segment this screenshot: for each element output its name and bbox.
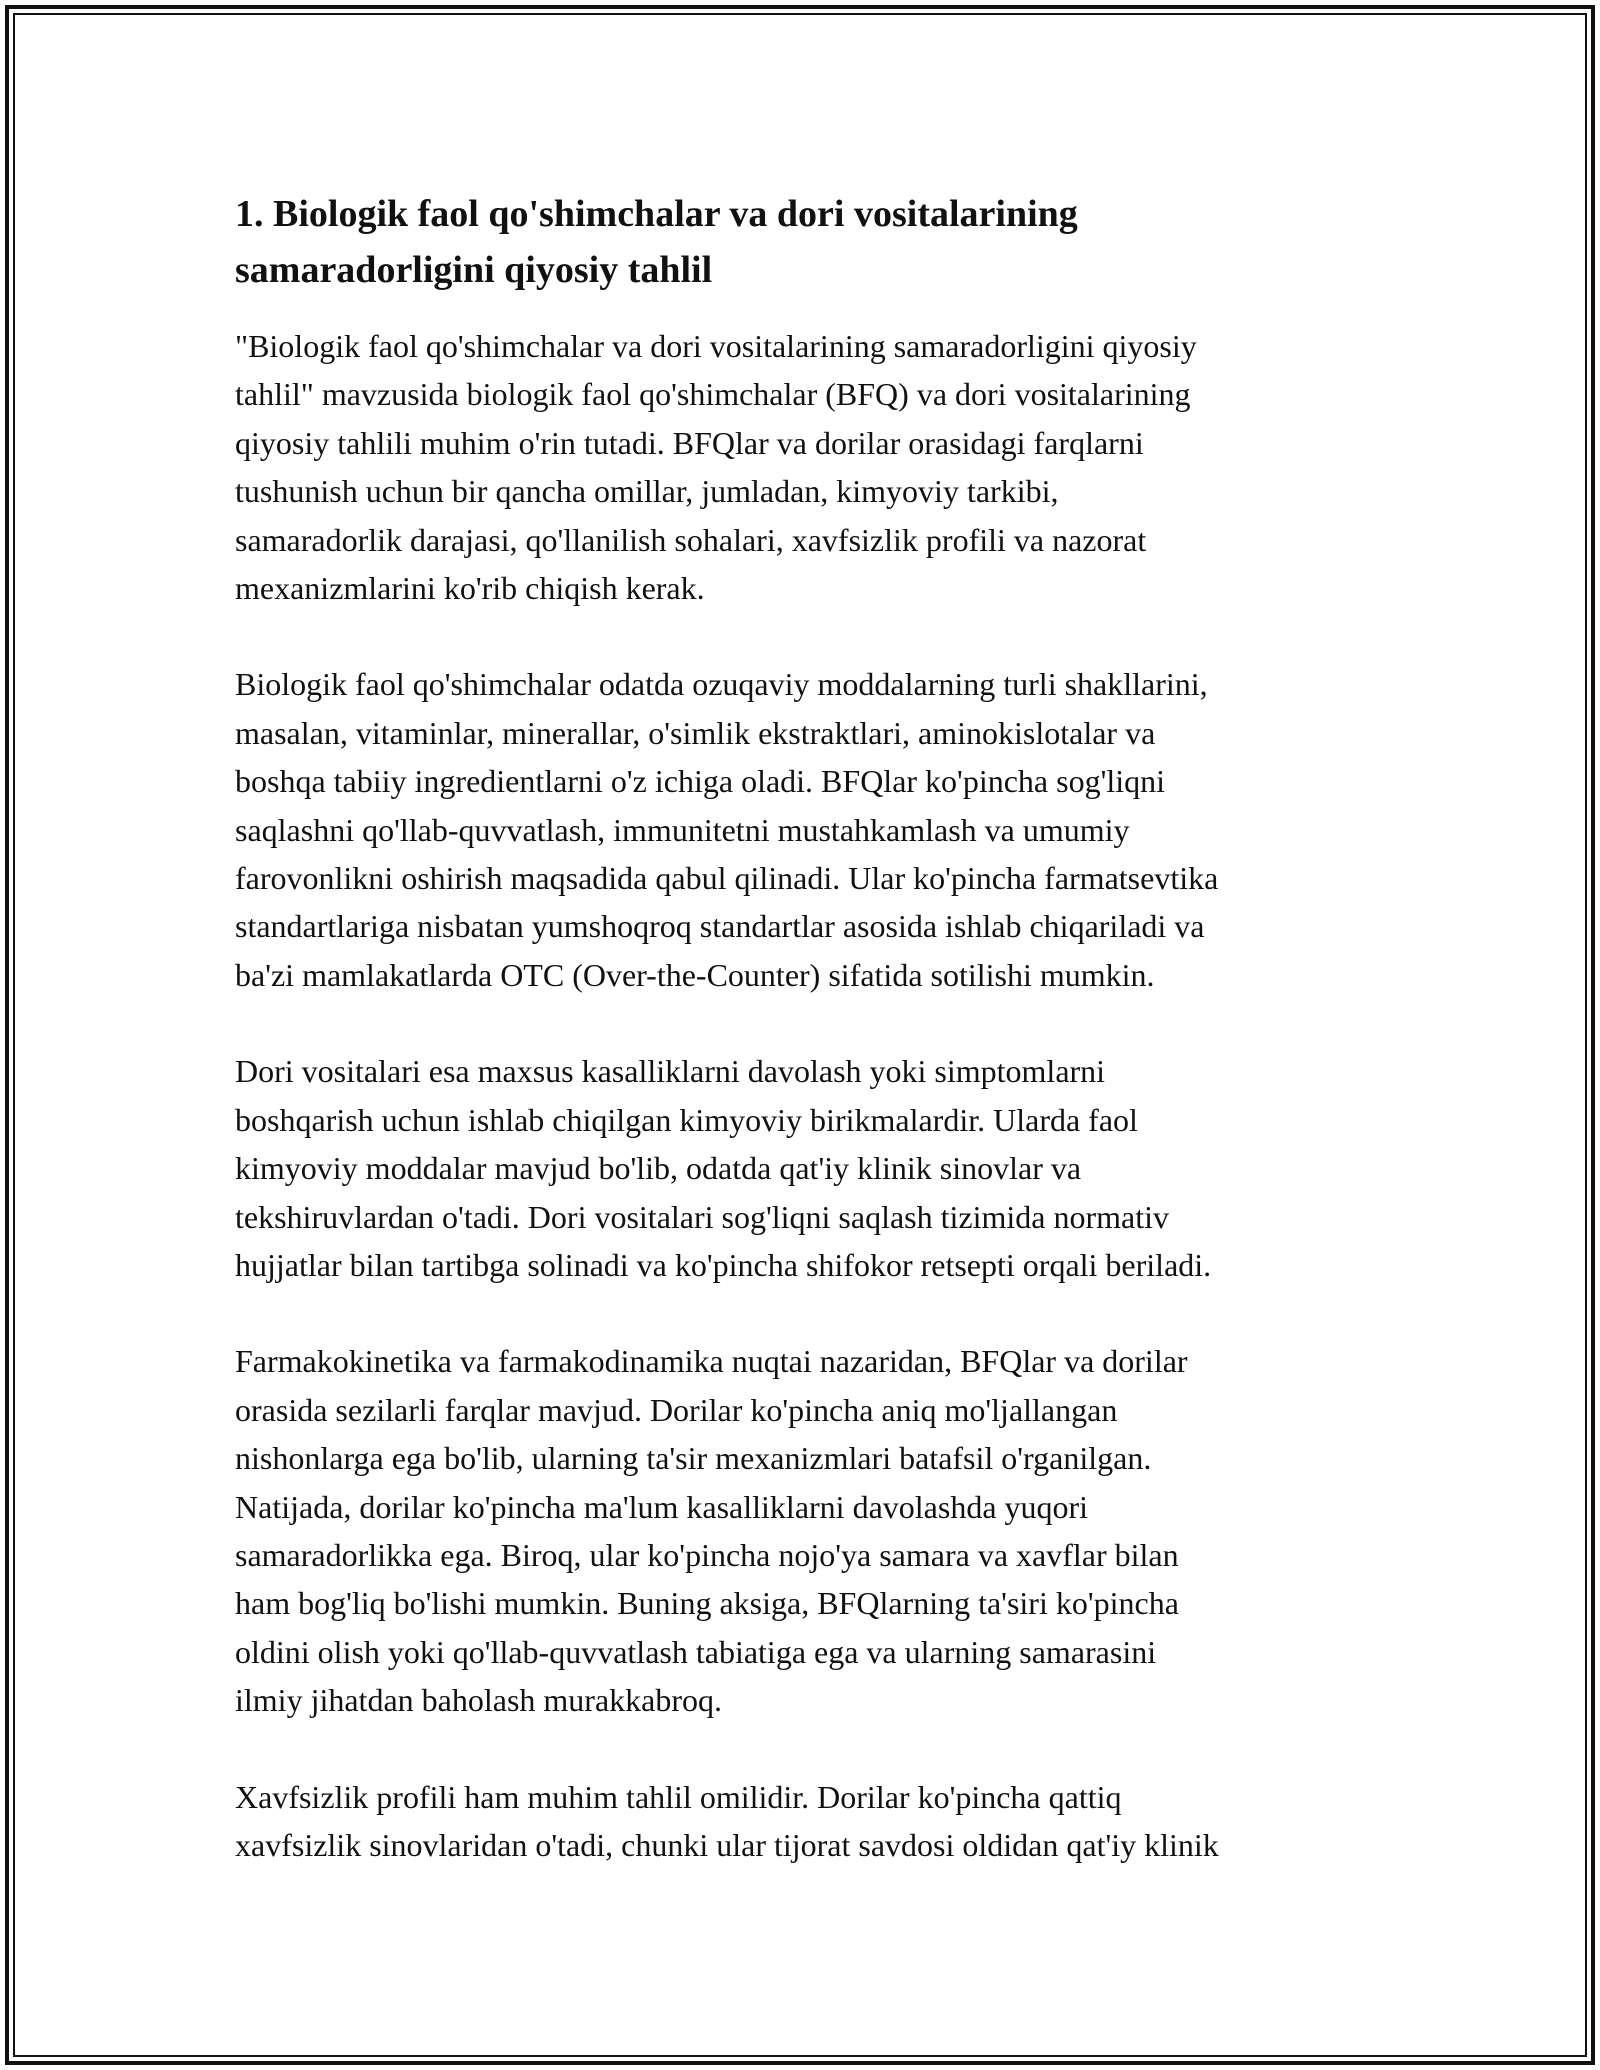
text-line: tekshiruvlardan o'tadi. Dori vositalari sog'liqni saqlash tizimida normativ bbox=[235, 1198, 1170, 1235]
text-line: xavfsizlik sinovlaridan o'tadi, chunki ular tijorat savdosi oldidan qat'iy klinik bbox=[235, 1826, 1219, 1863]
text-line: qiyosiy tahlili muhim o'rin tutadi. BFQlar va dorilar orasidagi farqlarni bbox=[235, 424, 1144, 461]
text-line: "Biologik faol qo'shimchalar va dori vositalarining samaradorligini qiyosiy bbox=[235, 328, 1197, 364]
text-line: saqlashni qo'llab-quvvatlash, immunitetni mustahkamlash va umumiy bbox=[235, 811, 1130, 848]
paragraph-drugs bbox=[235, 1047, 1365, 1289]
text-line: Dori vositalari esa maxsus kasalliklarni davolash yoki simptomlarni bbox=[235, 1053, 1106, 1090]
text-line: Farmakokinetika va farmakodinamika nuqtai nazaridan, BFQlar va dorilar bbox=[235, 1343, 1188, 1380]
paragraph-safety bbox=[235, 1773, 1365, 1870]
text-line: samaradorlik darajasi, qo'llanilish sohalari, xavfsizlik profili va nazorat bbox=[235, 521, 1147, 558]
text-line: Biologik faol qo'shimchalar odatda ozuqaviy moddalarning turli shakllarini, bbox=[235, 666, 1208, 703]
text-line: boshqarish uchun ishlab chiqilgan kimyoviy birikmalardir. Ularda faol bbox=[235, 1101, 1138, 1138]
text-line: ham bog'liq bo'lishi mumkin. Buning aksiga, BFQlarning ta'siri ko'pincha bbox=[235, 1585, 1179, 1622]
document-body bbox=[235, 186, 1365, 1917]
text-line: farovonlikni oshirish maqsadida qabul qilinadi. Ular ko'pincha farmatsevtika bbox=[235, 860, 1219, 897]
text-line: tushunish uchun bir qancha omillar, jumladan, kimyoviy tarkibi, bbox=[235, 473, 1059, 510]
text-line: orasida sezilarli farqlar mavjud. Dorilar ko'pincha aniq mo'ljallangan bbox=[235, 1391, 1118, 1428]
text-line: hujjatlar bilan tartibga solinadi va ko'pincha shifokor retsepti orqali beriladi. bbox=[235, 1246, 1212, 1283]
text-line: kimyoviy moddalar mavjud bo'lib, odatda qat'iy klinik sinovlar va bbox=[235, 1150, 1082, 1187]
section-heading bbox=[235, 186, 1365, 298]
text-line: Natijada, dorilar ko'pincha ma'lum kasalliklarni davolashda yuqori bbox=[235, 1488, 1089, 1525]
text-line: ilmiy jihatdan baholash murakkabroq. bbox=[235, 1682, 722, 1719]
text-line: boshqa tabiiy ingredientlarni o'z ichiga oladi. BFQlar ko'pincha sog'liqni bbox=[235, 763, 1165, 800]
text-line: mexanizmlarini ko'rib chiqish kerak. bbox=[235, 570, 705, 607]
paragraph-pharmacology bbox=[235, 1337, 1365, 1724]
text-line: tahlil" mavzusida biologik faol qo'shimchalar (BFQ) va dori vositalarining bbox=[235, 376, 1191, 413]
text-line: oldini olish yoki qo'llab-quvvatlash tabiatiga ega va ularning samarasini bbox=[235, 1633, 1157, 1670]
text-line: ba'zi mamlakatlarda OTC (Over-the-Counter) sifatida sotilishi mumkin. bbox=[235, 956, 1155, 993]
text-line: Xavfsizlik profili ham muhim tahlil omilidir. Dorilar ko'pincha qattiq bbox=[235, 1778, 1122, 1815]
heading-line: samaradorligini qiyosiy tahlil bbox=[235, 249, 713, 291]
paragraph-supplements bbox=[235, 660, 1365, 999]
text-line: standartlariga nisbatan yumshoqroq standartlar asosida ishlab chiqariladi va bbox=[235, 908, 1205, 945]
heading-line: 1. Biologik faol qo'shimchalar va dori vositalarining bbox=[235, 193, 1078, 235]
paragraph-intro bbox=[235, 322, 1365, 612]
text-line: masalan, vitaminlar, minerallar, o'simlik ekstraktlari, aminokislotalar va bbox=[235, 714, 1156, 751]
text-line: samaradorlikka ega. Biroq, ular ko'pincha nojo'ya samara va xavflar bilan bbox=[235, 1536, 1179, 1573]
text-line: nishonlarga ega bo'lib, ularning ta'sir mexanizmlari batafsil o'rganilgan. bbox=[235, 1440, 1152, 1477]
